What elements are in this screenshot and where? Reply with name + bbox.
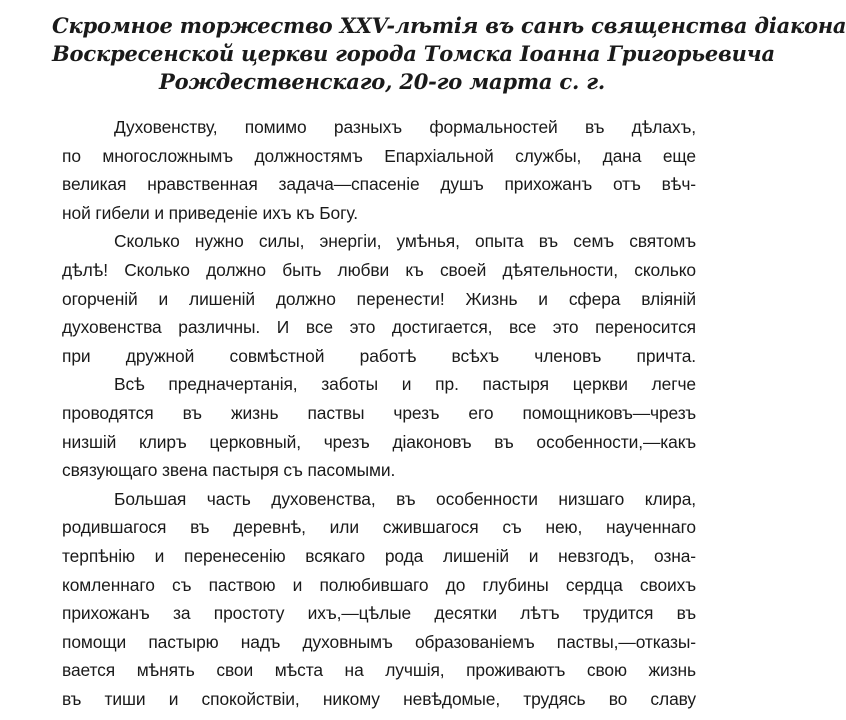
text-line: Большая часть духовенства, въ особенности низшаго клира, bbox=[114, 488, 696, 509]
paragraph bbox=[62, 113, 696, 227]
text-line: духовенства различны. И все это достигается, все это переносится bbox=[62, 317, 696, 338]
title-line: Воскресенской церкви города Томска Іоанна Григорьевича bbox=[52, 41, 775, 66]
text-line: огорченій и лишеній должно перенести! Жизнь и сфера вліяній bbox=[62, 288, 696, 309]
text-line: по многосложнымъ должностямъ Епархіальной службы, дана еще bbox=[62, 145, 696, 166]
paragraph bbox=[62, 227, 696, 370]
text-line: въ тиши и спокойствіи, никому невѣдомые, трудясь во славу bbox=[62, 688, 696, 709]
text-line: проводятся въ жизнь паствы чрезъ его помощниковъ—чрезъ bbox=[62, 402, 696, 423]
paragraph bbox=[62, 485, 696, 714]
title-line: Скромное торжество XXV-лѣтія въ санѣ священства діакона bbox=[52, 13, 846, 38]
title-line: Рождественскаго, 20-го марта с. г. bbox=[159, 69, 605, 94]
text-line: связующаго звена пастыря съ пасомыми. bbox=[62, 460, 396, 481]
text-line: родившагося въ деревнѣ, или сжившагося съ нею, наученнаго bbox=[62, 517, 696, 538]
text-line: при дружной совмѣстной работѣ всѣхъ членовъ причта. bbox=[62, 345, 696, 366]
text-line: низшій клиръ церковный, чрезъ діаконовъ въ особенности,—какъ bbox=[62, 431, 696, 452]
text-line: прихожанъ за простоту ихъ,—цѣлые десятки лѣтъ трудится въ bbox=[62, 603, 696, 624]
text-line: Сколько нужно силы, энергіи, умѣнья, опыта въ семъ святомъ bbox=[114, 231, 696, 252]
text-line: вается мѣнять свои мѣста на лучшія, проживаютъ свою жизнь bbox=[62, 660, 696, 681]
paragraph bbox=[62, 370, 696, 484]
text-line: Духовенству, помимо разныхъ формальностей въ дѣлахъ, bbox=[114, 117, 696, 137]
text-line: комленнаго съ паствою и полюбившаго до глубины сердца своихъ bbox=[62, 574, 696, 595]
text-line: дѣлѣ! Сколько должно быть любви къ своей дѣятельности, сколько bbox=[62, 259, 696, 280]
text-line: ной гибели и приведеніе ихъ къ Богу. bbox=[62, 202, 358, 223]
text-line: великая нравственная задача—спасеніе душъ прихожанъ отъ вѣч- bbox=[62, 174, 696, 195]
text-line: терпѣнію и перенесенію всякаго рода лишеній и невзгодъ, озна- bbox=[62, 545, 696, 566]
text-line: помощи пастырю надъ духовнымъ образованіемъ паствы,—отказы- bbox=[62, 631, 696, 652]
text-line: Всѣ предначертанія, заботы и пр. пастыря церкви легче bbox=[114, 374, 696, 395]
article-title bbox=[52, 12, 846, 96]
article-body bbox=[62, 113, 696, 713]
